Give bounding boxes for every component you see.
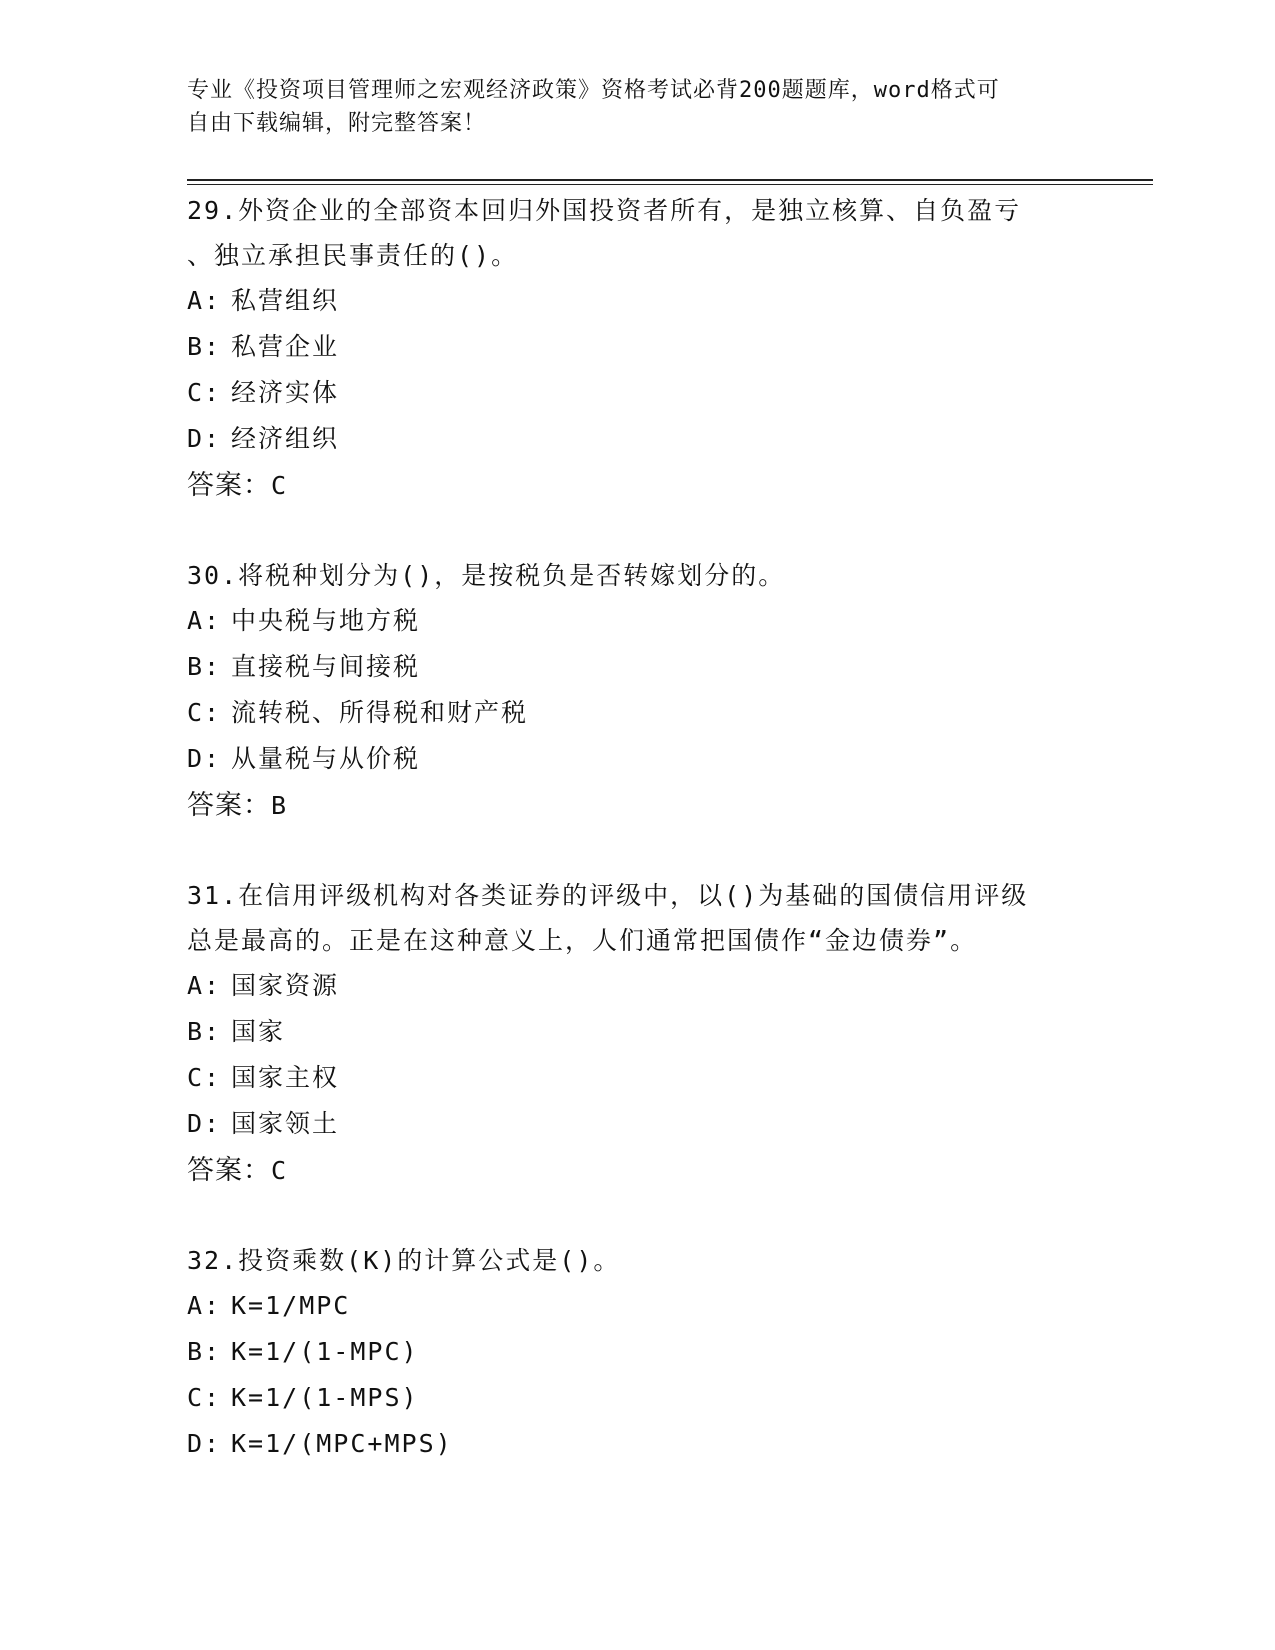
answer-line <box>187 462 1087 509</box>
option-a <box>187 598 1087 644</box>
option-text: K=1/MPC <box>231 1291 351 1320</box>
header-line-2: 自由下载编辑，附完整答案！ <box>187 111 487 136</box>
option-letter: B: <box>187 332 222 361</box>
option-text: 直接税与间接税 <box>231 652 421 681</box>
header-divider-thin <box>187 184 1153 185</box>
header-line-1: 专业《投资项目管理师之宏观经济政策》资格考试必背200题题库，word格式可 <box>187 78 1000 103</box>
question-32 <box>187 1238 1087 1467</box>
question-text: 30.将税种划分为()，是按税负是否转嫁划分的。 <box>187 561 786 590</box>
option-letter: B: <box>187 1337 222 1366</box>
option-letter: A: <box>187 286 222 315</box>
option-text: 国家主权 <box>231 1063 340 1092</box>
option-b <box>187 324 1087 370</box>
option-text: 国家资源 <box>231 971 340 1000</box>
option-letter: D: <box>187 1109 222 1138</box>
option-c <box>187 1055 1087 1101</box>
answer-label: 答案： <box>187 1155 271 1185</box>
option-text: 国家 <box>231 1017 286 1046</box>
option-text: 经济组织 <box>231 424 340 453</box>
option-text: K=1/(1-MPS) <box>231 1383 419 1412</box>
answer-line <box>187 1147 1087 1194</box>
option-b <box>187 1009 1087 1055</box>
option-text: 中央税与地方税 <box>231 606 421 635</box>
question-30 <box>187 553 1087 829</box>
option-c <box>187 690 1087 736</box>
question-text-continuation: 、独立承担民事责任的()。 <box>187 241 519 270</box>
option-letter: C: <box>187 1383 222 1412</box>
option-letter: D: <box>187 424 222 453</box>
option-letter: D: <box>187 1429 222 1458</box>
question-31 <box>187 873 1087 1194</box>
option-c <box>187 370 1087 416</box>
option-b <box>187 644 1087 690</box>
option-text: 从量税与从价税 <box>231 744 421 773</box>
option-text: K=1/(MPC+MPS) <box>231 1429 453 1458</box>
answer-value: B <box>271 791 288 820</box>
option-letter: A: <box>187 606 222 635</box>
option-letter: C: <box>187 378 222 407</box>
answer-value: C <box>271 471 288 500</box>
option-a <box>187 1283 1087 1329</box>
document-header <box>187 74 1067 140</box>
option-d <box>187 416 1087 462</box>
option-d <box>187 1421 1087 1467</box>
question-text-continuation: 总是最高的。正是在这种意义上，人们通常把国债作“金边债券”。 <box>187 926 978 955</box>
answer-value: C <box>271 1156 288 1185</box>
option-text: K=1/(1-MPC) <box>231 1337 419 1366</box>
option-letter: C: <box>187 698 222 727</box>
question-text: 32.投资乘数(K)的计算公式是()。 <box>187 1246 621 1275</box>
option-letter: B: <box>187 1017 222 1046</box>
option-letter: A: <box>187 1291 222 1320</box>
option-text: 私营组织 <box>231 286 340 315</box>
option-d <box>187 1101 1087 1147</box>
question-text: 29.外资企业的全部资本回归外国投资者所有，是独立核算、自负盈亏 <box>187 196 1022 225</box>
option-letter: D: <box>187 744 222 773</box>
option-text: 国家领土 <box>231 1109 340 1138</box>
option-a <box>187 278 1087 324</box>
option-letter: B: <box>187 652 222 681</box>
option-a <box>187 963 1087 1009</box>
option-b <box>187 1329 1087 1375</box>
answer-line <box>187 782 1087 829</box>
header-divider-thick <box>187 179 1153 181</box>
option-d <box>187 736 1087 782</box>
question-29 <box>187 188 1087 509</box>
option-text: 私营企业 <box>231 332 340 361</box>
option-text: 流转税、所得税和财产税 <box>231 698 529 727</box>
option-text: 经济实体 <box>231 378 340 407</box>
answer-label: 答案： <box>187 470 271 500</box>
option-c <box>187 1375 1087 1421</box>
option-letter: C: <box>187 1063 222 1092</box>
question-text: 31.在信用评级机构对各类证券的评级中，以()为基础的国债信用评级 <box>187 881 1029 910</box>
answer-label: 答案： <box>187 790 271 820</box>
option-letter: A: <box>187 971 222 1000</box>
